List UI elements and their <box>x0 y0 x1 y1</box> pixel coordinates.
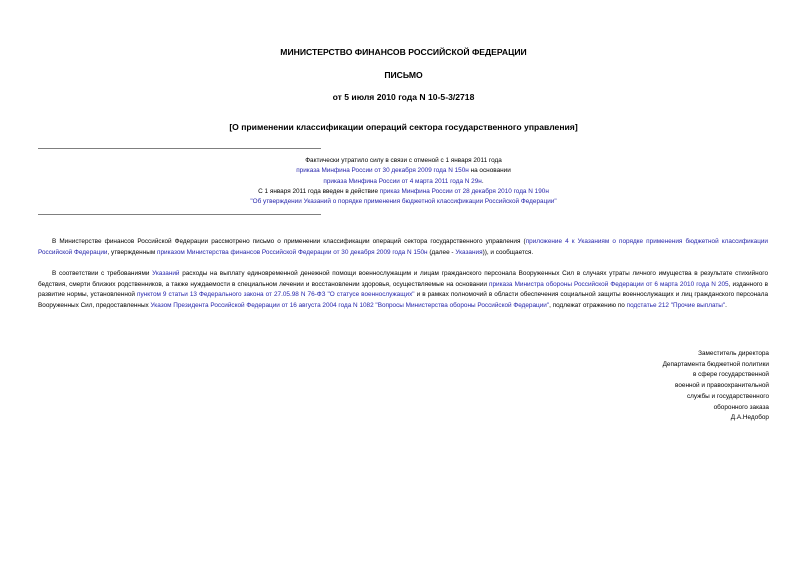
signature-line: военной и правоохранительной <box>675 382 769 390</box>
para1-text-4: )), и сообщается. <box>482 248 534 256</box>
note-link-order-190n[interactable]: приказ Минфина России от 28 декабря 2010 года N 190н <box>379 187 549 195</box>
para2-text-6: . <box>725 302 727 310</box>
link-instructions[interactable]: Указания <box>455 248 483 256</box>
note-line-3 <box>0 177 807 187</box>
note-link-order-150n[interactable]: приказа Минфина России от 30 декабря 2009 года N 150н <box>296 167 469 175</box>
document-date-number: от 5 июля 2010 года N 10-5-3/2718 <box>332 92 475 102</box>
signature-line: оборонного заказа <box>713 403 769 411</box>
note-link-budget-classification[interactable]: "Об утверждении Указаний о порядке применения бюджетной классификации Российской Федерации" <box>250 198 557 206</box>
para2-text-1: В соответствии с требованиями <box>52 270 153 277</box>
status-note <box>0 156 807 207</box>
link-order-150n[interactable]: приказом Министерства финансов Российской Федерации от 30 декабря 2009 года N 150н <box>156 248 428 256</box>
signer-name: Д.А.Недобор <box>730 414 769 422</box>
note-line-4 <box>0 187 807 197</box>
link-presidential-decree-1082[interactable]: Указом Президента Российской Федерации от 16 августа 2004 года N 1082 "Вопросы Министерства обороны Российской Федерации" <box>150 302 550 310</box>
para1-text-2: , утвержденным <box>107 248 157 256</box>
para1-text-3: (далее - <box>427 248 456 256</box>
note-line-3-text: . <box>481 177 484 185</box>
note-line-2-text: на основании <box>468 167 511 175</box>
document-title: [О применении классификации операций сектора государственного управления] <box>229 122 578 132</box>
link-instructions-2[interactable]: Указаний <box>152 270 180 277</box>
link-appendix-4[interactable]: приложение 4 к Указаниям о порядке применения бюджетной классификации Российской Федерации <box>38 238 768 256</box>
para1-text-1: В Министерстве финансов Российской Федерации рассмотрено письмо о применении классификации операций сектора государственного управления ( <box>52 238 526 245</box>
para2-text-5: , подлежат отражению по <box>549 302 627 310</box>
body-paragraph-2 <box>38 269 768 312</box>
note-bottom-divider <box>38 214 321 215</box>
para2-text-3: , изданного в развитие нормы, установленной <box>38 280 768 299</box>
body-paragraph-1 <box>38 237 768 258</box>
link-federal-law-76fz[interactable]: пунктом 9 статьи 13 Федерального закона от 27.05.98 N 76-ФЗ "О статусе военнослужащих" <box>137 291 415 299</box>
signature-line: Департамента бюджетной политики <box>662 360 769 368</box>
signature-block <box>663 349 769 424</box>
signature-line: Заместитель директора <box>698 350 769 357</box>
link-substatute-212[interactable]: подстатье 212 "Прочие выплаты" <box>626 302 726 310</box>
note-line-1: Фактически утратило силу в связи с отменой с 1 января 2011 года <box>305 157 502 164</box>
para2-text-2: расходы на выплату единовременной денежной помощи военнослужащим и лицам гражданского персонала Вооруженных Сил в случаях утраты личного имущества в результате стихийного бедствия, смерти близких родственников, а также нуждаемости в специальном лечении и восстановлении здоровья, осуществляемые на основании <box>38 270 768 288</box>
link-defense-order-205[interactable]: приказа Министра обороны Российской Федерации от 6 марта 2010 года N 205 <box>489 280 729 288</box>
note-link-order-29n[interactable]: приказа Минфина России от 4 марта 2011 года N 29н <box>323 177 482 185</box>
document-type-heading: ПИСЬМО <box>384 70 423 80</box>
para2-text-4: и в рамках полномочий в области обеспечения социальной защиты военнослужащих и лиц гражданского персонала Вооруженных Сил, предоставленных <box>38 291 769 310</box>
note-line-2 <box>0 166 807 176</box>
note-line-4-text: С 1 января 2011 года введен в действие <box>258 187 380 195</box>
signature-line: службы и государственного <box>686 392 769 400</box>
signature-line: в сфере государственной <box>692 371 769 379</box>
note-line-5 <box>0 197 807 207</box>
ministry-heading: МИНИСТЕРСТВО ФИНАНСОВ РОССИЙСКОЙ ФЕДЕРАЦИИ <box>280 47 527 57</box>
note-top-divider <box>38 148 321 149</box>
